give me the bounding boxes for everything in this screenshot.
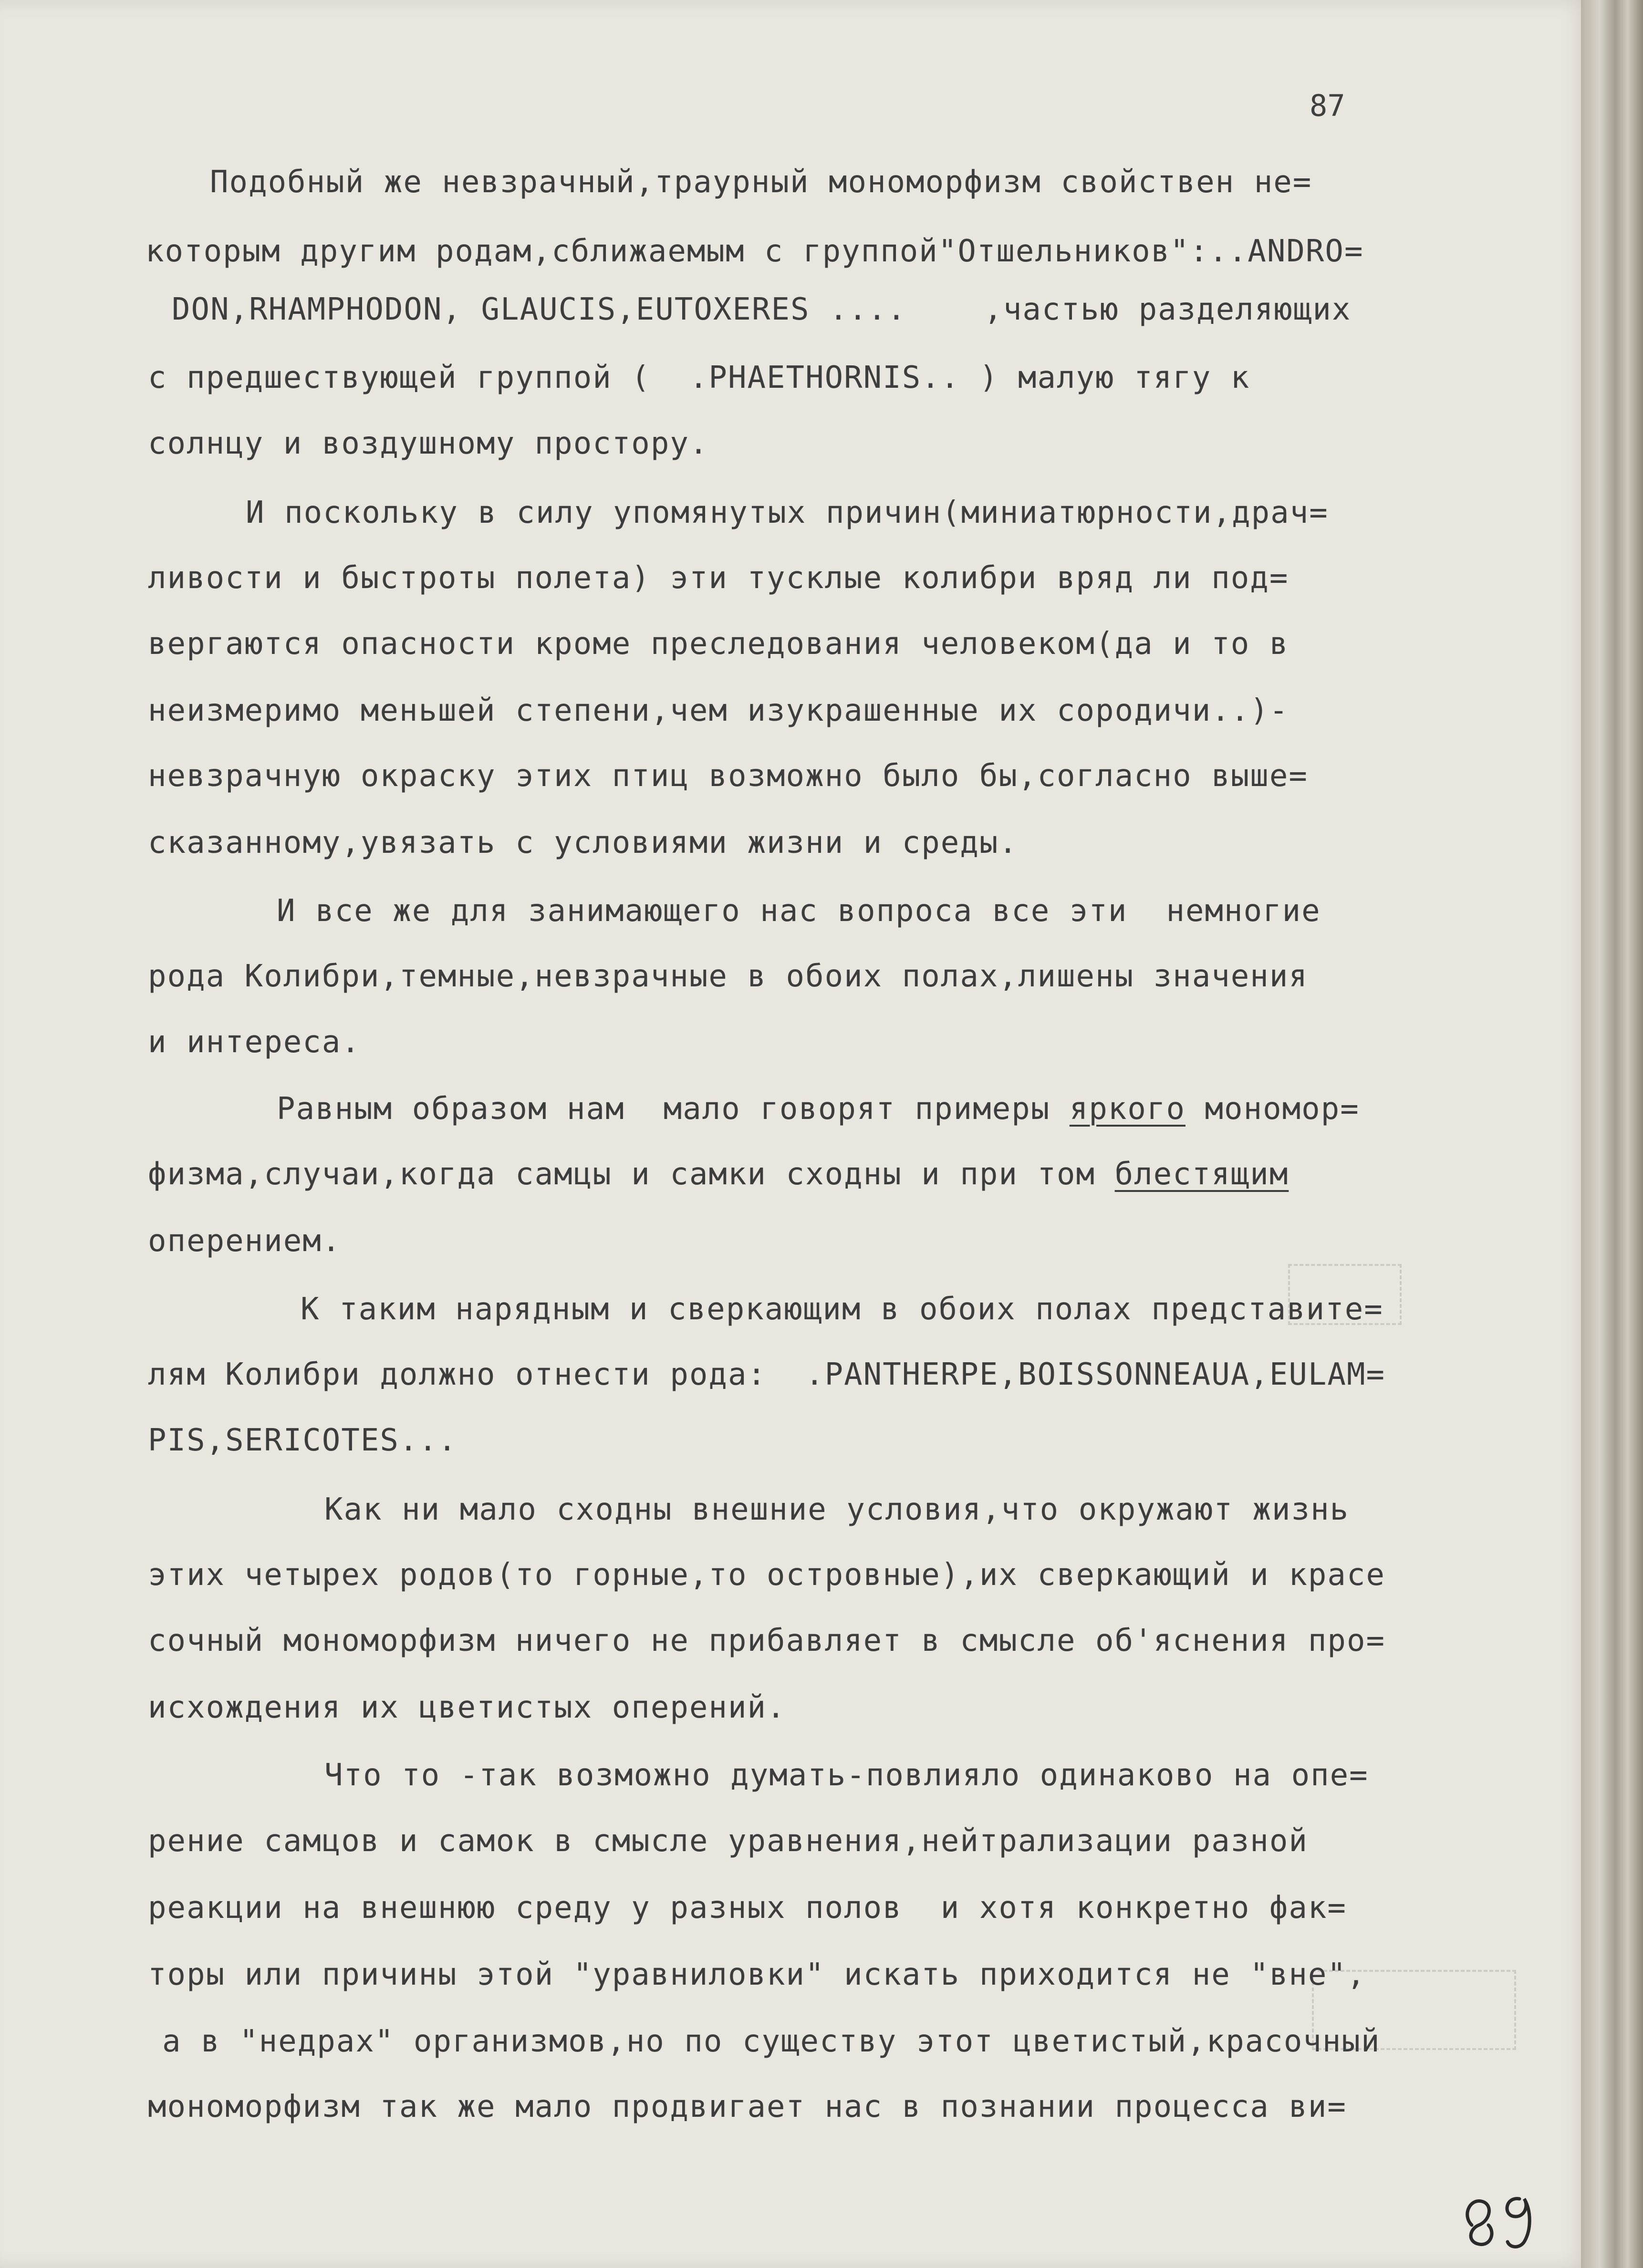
- text-line-content: Равным образом нам мало говорят примеры: [277, 1091, 1070, 1127]
- page-edge-stack: [1581, 0, 1643, 2268]
- text-line-content: Что то -так возможно думать-повлияло одинаково на опе=: [324, 1758, 1369, 1793]
- text-line-content: ливости и быстроты полета) эти тусклые колибри вряд ли под=: [148, 560, 1289, 596]
- text-line: [148, 1890, 1347, 1926]
- text-line-content: К таким нарядным и сверкающим в обоих полах представите=: [301, 1292, 1383, 1327]
- text-line-content: этих четырех родов(то горные,то островные),их сверкающий и красе: [148, 1557, 1385, 1593]
- text-line: [324, 1760, 1369, 1791]
- text-line-content: И поскольку в силу упомянутых причин(миниатюрности,драч=: [246, 495, 1329, 530]
- underlined-word: яркого: [1069, 1091, 1185, 1127]
- text-line: [148, 428, 708, 459]
- text-line: [148, 1425, 458, 1456]
- text-line-content: торы или причины этой "уравниловки" искать приходится не "вне",: [148, 1957, 1366, 1992]
- text-line: [172, 294, 1351, 325]
- underlined-word: блестящим: [1114, 1157, 1289, 1192]
- text-line: [146, 236, 1363, 267]
- text-line-content: которым другим родам,сближаемым с группой"Отшельников":..ANDRO=: [146, 234, 1364, 269]
- text-line-content: невзрачную окраску этих птиц возможно было бы,согласно выше=: [148, 758, 1308, 794]
- text-line: [148, 825, 1018, 860]
- text-line: [277, 1091, 1360, 1127]
- text-line: [148, 758, 1308, 794]
- text-line: [148, 1623, 1385, 1658]
- text-line-content: Как ни мало сходны внешние условия,что окружают жизнь: [324, 1492, 1350, 1527]
- text-line-content: DON,RHAMPHODON, GLAUCIS,EUTOXERES .... ,частью разделяющих: [172, 292, 1352, 327]
- text-line-content: вергаются опасности кроме преследования человеком(да и то в: [148, 626, 1289, 662]
- text-line: [148, 961, 1308, 992]
- text-line-content: солнцу и воздушному простору.: [148, 426, 709, 461]
- text-line-content: исхождения их цветистых оперений.: [148, 1690, 786, 1725]
- text-line: [148, 1159, 1289, 1190]
- text-line-content: сочный мономорфизм ничего не прибавляет в смысле об'яснения про=: [148, 1623, 1385, 1658]
- text-line-content: И все же для занимающего нас вопроса все эти немногие: [277, 893, 1321, 929]
- text-line: [148, 1557, 1385, 1593]
- text-line: [324, 1494, 1349, 1525]
- text-line-content: мономорфизм так же мало продвигает нас в познании процесса ви=: [148, 2089, 1347, 2124]
- text-line: [301, 1294, 1383, 1325]
- text-line-content: PIS,SERICOTES...: [148, 1423, 458, 1458]
- text-line-content: сказанному,увязать с условиями жизни и среды.: [148, 825, 1018, 860]
- text-line-content: реакции на внешнюю среду у разных полов и хотя конкретно фак=: [148, 1890, 1347, 1926]
- text-line-content: и интереса.: [148, 1025, 361, 1060]
- text-line-content: лям Колибри должно отнести рода: .PANTHERPE,BOISSONNEAUA,EULAM=: [148, 1357, 1385, 1392]
- text-line-content: Подобный же невзрачный,траурный мономорфизм свойствен не=: [210, 165, 1312, 200]
- text-line: [148, 695, 1289, 726]
- text-line: [148, 626, 1289, 662]
- text-line-content: рение самцов и самок в смысле уравнения,нейтрализации разной: [148, 1823, 1308, 1859]
- text-line-tail: мономор=: [1185, 1091, 1360, 1127]
- text-line: [148, 362, 1250, 393]
- text-line: [210, 165, 1312, 200]
- text-line: [148, 1359, 1385, 1390]
- text-line-content: оперением.: [148, 1223, 342, 1259]
- text-line-content: а в "недрах" организмов,но по существу этот цветистый,красочный: [162, 2024, 1381, 2059]
- text-line: [162, 2026, 1380, 2057]
- text-line: [148, 1959, 1366, 1990]
- text-line: [148, 1823, 1308, 1859]
- text-line: [148, 2089, 1347, 2124]
- text-line-content: физма,случаи,когда самцы и самки сходны и при том: [148, 1157, 1115, 1192]
- text-line: [277, 893, 1321, 929]
- page-number: 87: [1310, 88, 1345, 123]
- text-line: [148, 560, 1289, 596]
- text-line: [148, 1692, 786, 1723]
- text-line-content: неизмеримо меньшей степени,чем изукрашенные их сородичи..)-: [148, 693, 1289, 728]
- text-line: [148, 1223, 342, 1259]
- handwritten-page-number-icon: [1453, 2154, 1553, 2254]
- text-line-content: рода Колибри,темные,невзрачные в обоих полах,лишены значения: [148, 959, 1308, 994]
- text-line-content: с предшествующей группой ( .PHAETHORNIS.. ) малую тягу к: [148, 360, 1250, 395]
- text-line: [246, 497, 1329, 528]
- text-line: [148, 1025, 361, 1060]
